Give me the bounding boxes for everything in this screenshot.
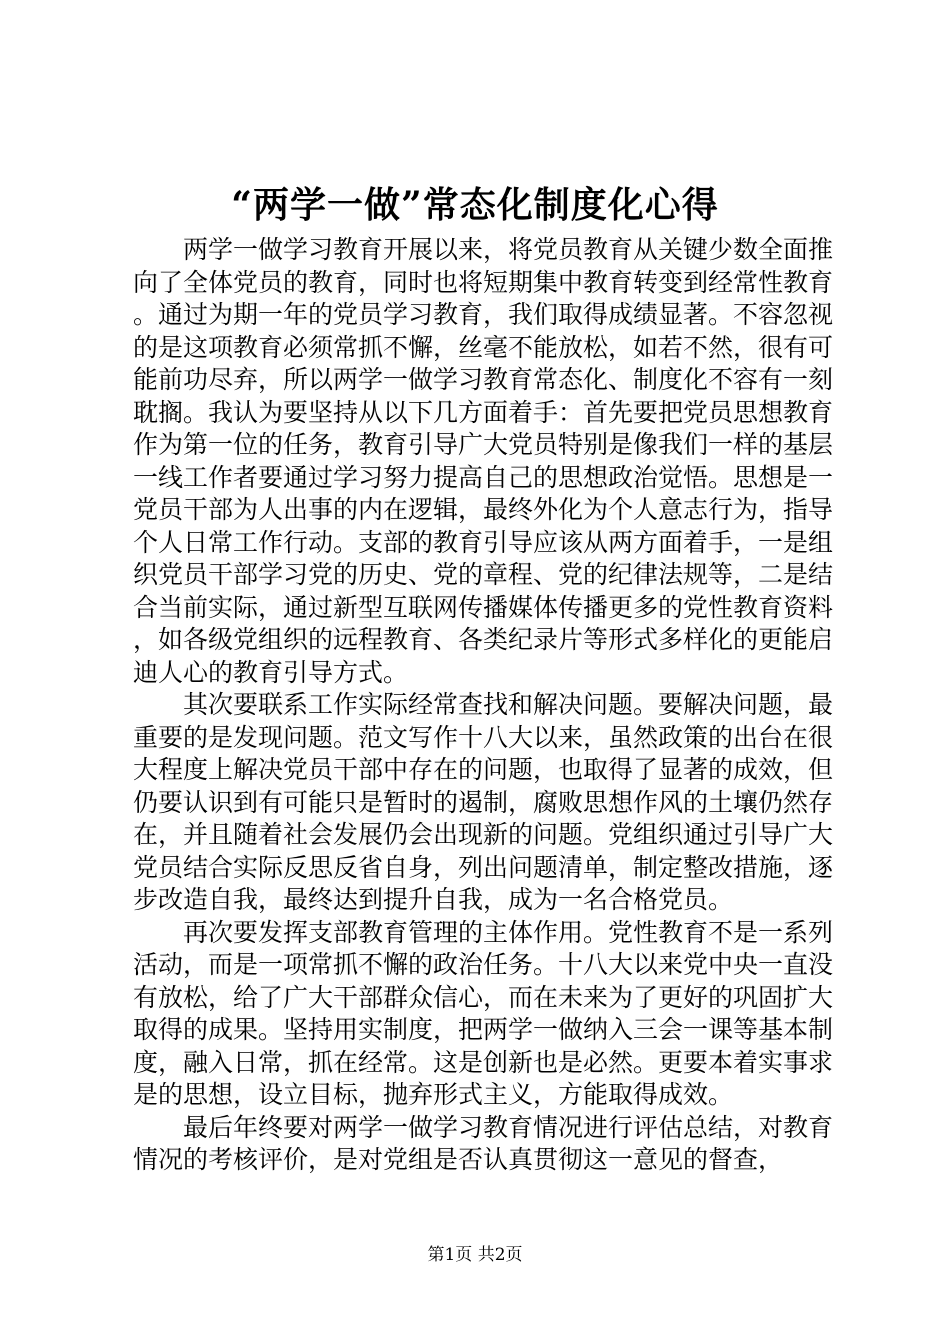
paragraph-2: 其次要联系工作实际经常查找和解决问题。要解决问题，最重要的是发现问题。范文写作十八大以来，虽然政策的出台在很大程度上解决党员干部中存在的问题，也取得了显著的成效，但仍要认识到有可能只是暂时的遏制，腐败思想作风的土壤仍然存在，并且随着社会发展仍会出现新的问题。党组织通过引导广大党员结合实际反思反省自身，列出问题清单，制定整改措施，逐步改造自我，最终达到提升自我，成为一名合格党员。 bbox=[133, 690, 834, 914]
page-total: 共2页 bbox=[477, 1245, 523, 1265]
paragraph-3: 再次要发挥支部教育管理的主体作用。党性教育不是一系列活动，而是一项常抓不懈的政治任务。十八大以来党中央一直没有放松，给了广大干部群众信心，而在未来为了更好的巩固扩大取得的成果。坚持用实制度，把两学一做纳入三会一课等基本制度，融入日常，抓在经常。这是创新也是必然。更要本着实事求是的思想，设立目标，抛弃形式主义，方能取得成效。 bbox=[133, 917, 834, 1109]
paragraph-4: 最后年终要对两学一做学习教育情况进行评估总结，对教育情况的考核评价，是对党组是否认真贯彻这一意见的督查， bbox=[133, 1112, 834, 1174]
document-body bbox=[133, 234, 833, 1177]
page-footer bbox=[0, 1243, 950, 1267]
document-title: “两学一做”常态化制度化心得 bbox=[231, 184, 719, 226]
paragraph-1: 两学一做学习教育开展以来，将党员教育从关键少数全面推向了全体党员的教育，同时也将短期集中教育转变到经常性教育。通过为期一年的党员学习教育，我们取得成绩显著。不容忽视的是这项教育必须常抓不懈，丝毫不能放松，如若不然，很有可能前功尽弃，所以两学一做学习教育常态化、制度化不容有一刻耽搁。我认为要坚持从以下几方面着手：首先要把党员思想教育作为第一位的任务，教育引导广大党员特别是像我们一样的基层一线工作者要通过学习努力提高自己的思想政治觉悟。思想是一党员干部为人出事的内在逻辑，最终外化为个人意志行为，指导个人日常工作行动。支部的教育引导应该从两方面着手，一是组织党员干部学习党的历史、党的章程、党的纪律法规等，二是结合当前实际，通过新型互联网传播媒体传播更多的党性教育资料，如各级党组织的远程教育、各类纪录片等形式多样化的更能启迪人心的教育引导方式。 bbox=[133, 235, 834, 687]
page-number: 第1页 bbox=[427, 1245, 473, 1265]
